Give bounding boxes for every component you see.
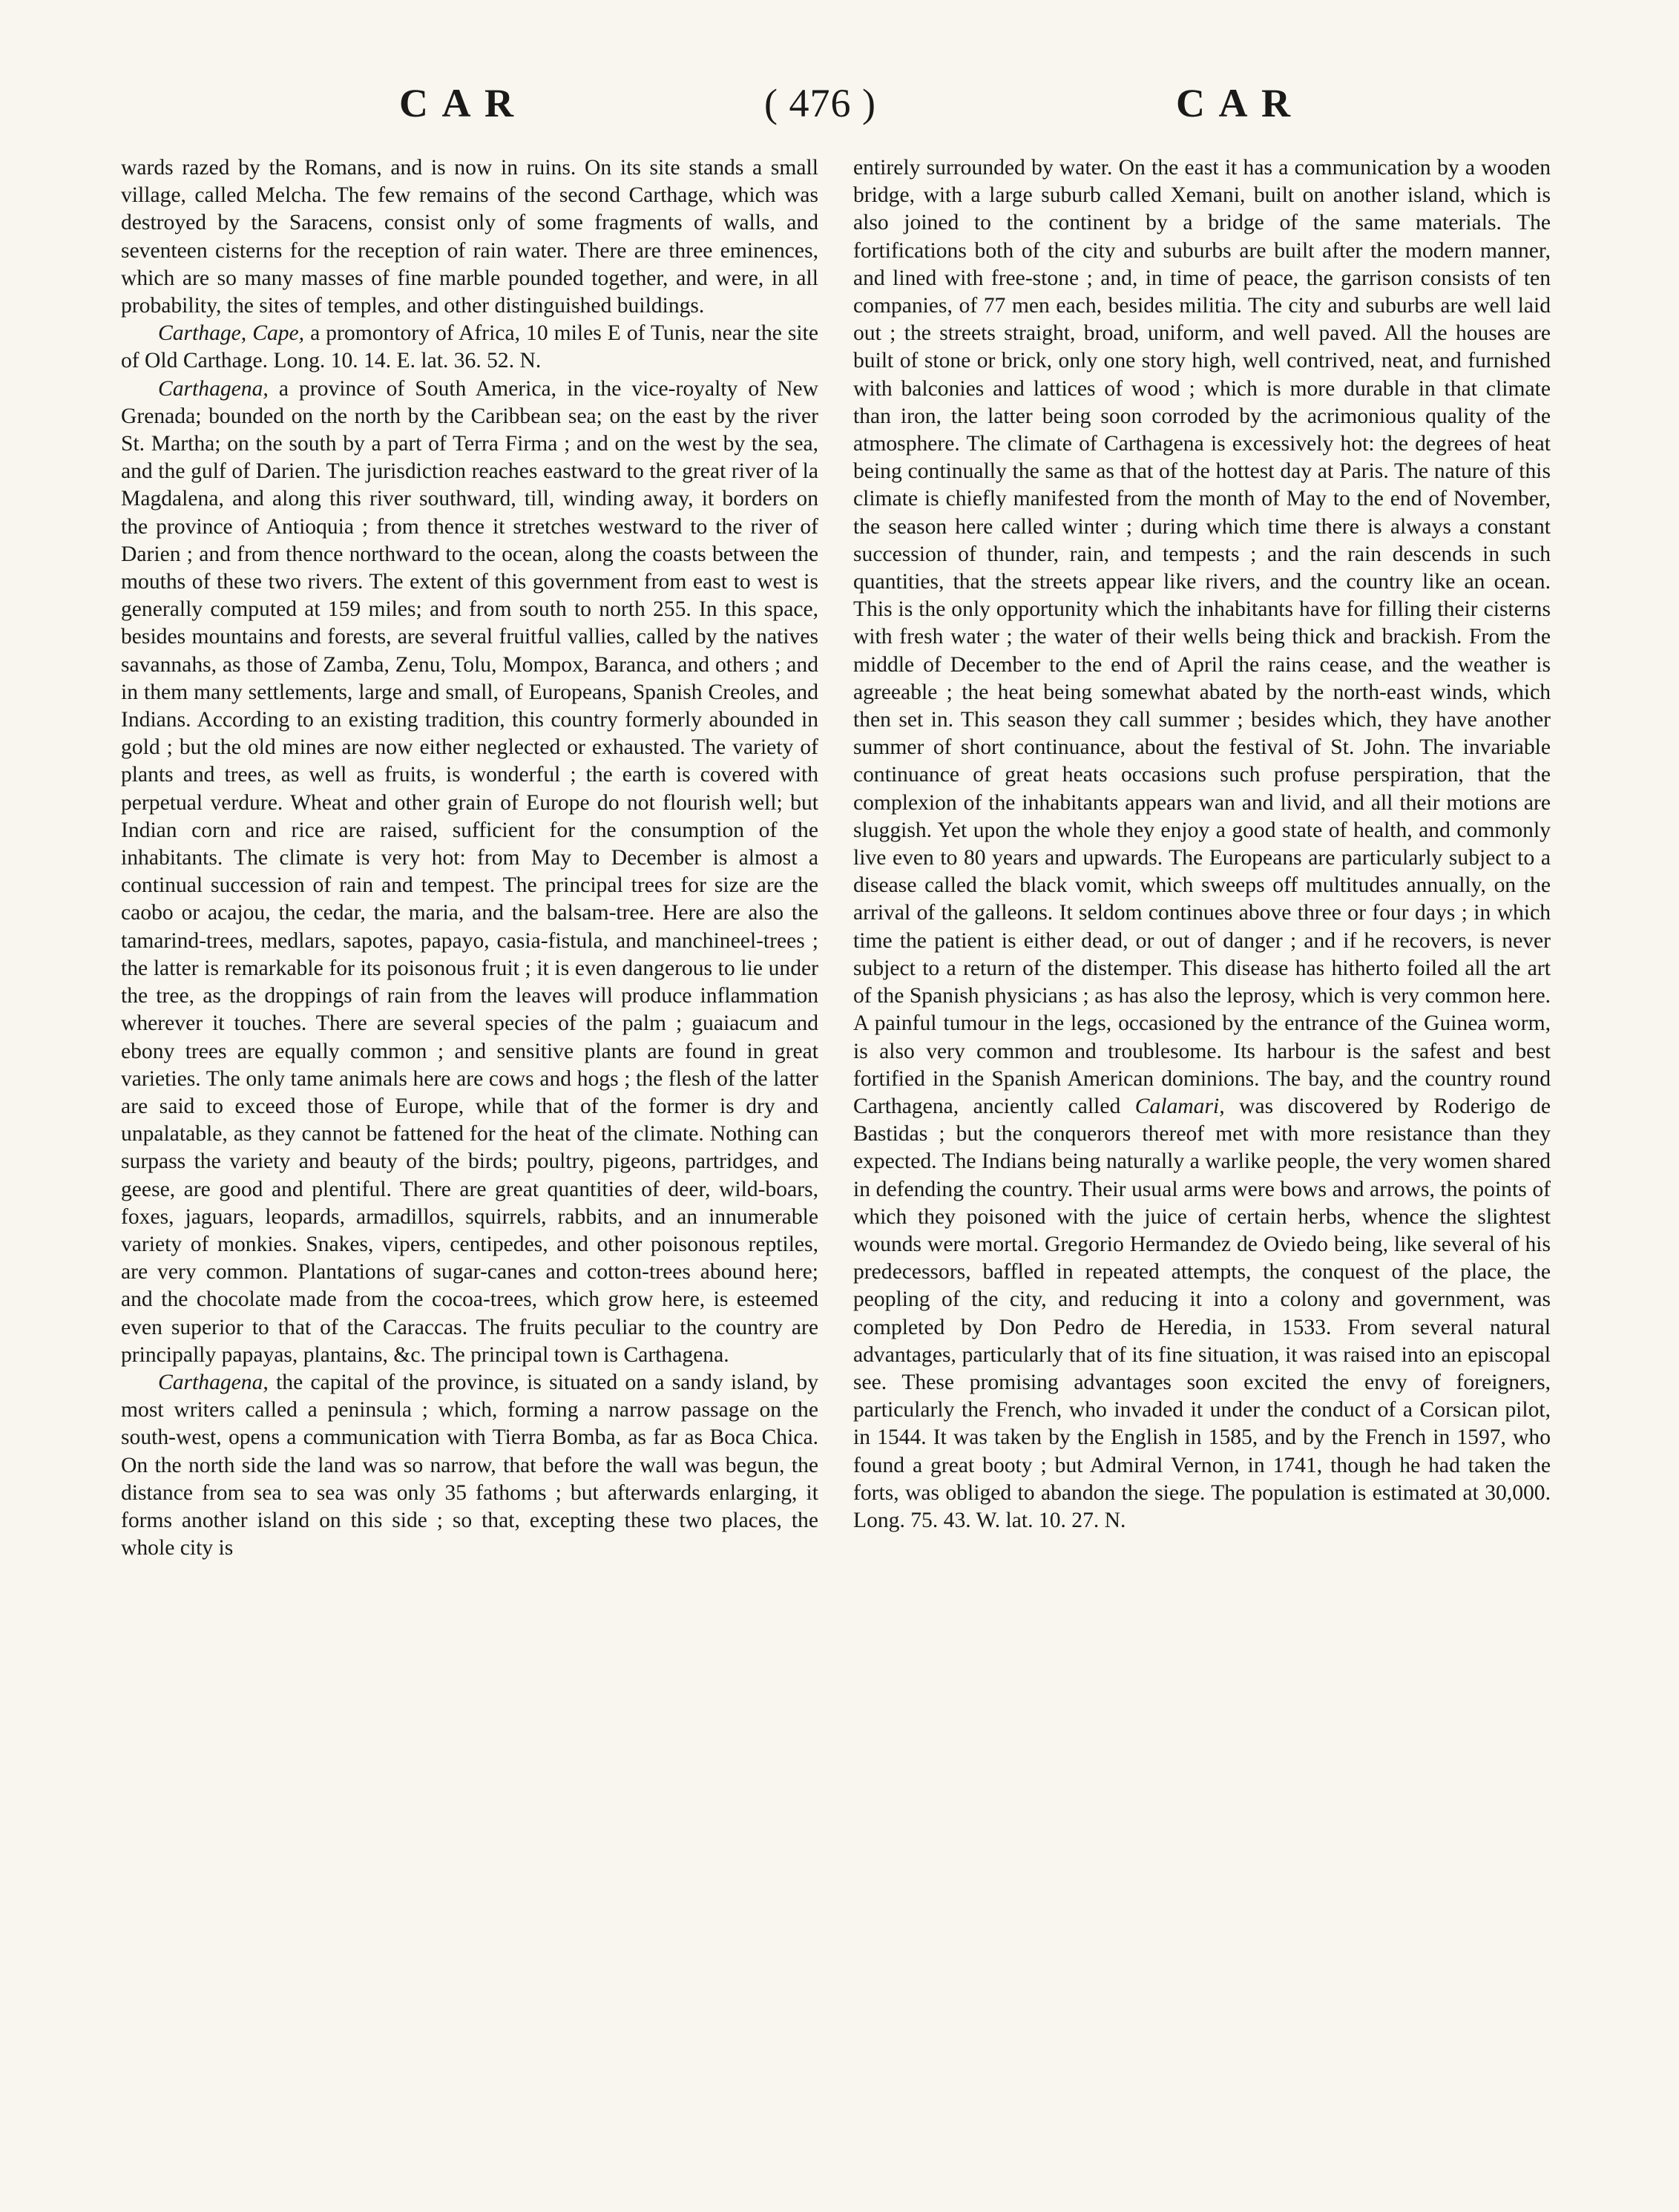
entry-text: a promontory of Africa, 10 miles E of Tunis, near the site of Old Carthage. Long. 10. 14. E. lat. 36. 52. N. — [121, 321, 819, 373]
entry-text: the capital of the province, is situated on a sandy island, by most writers called a peninsula ; which, forming a narrow passage on the south-west, opens a communication with Tierra Bomba, as far as Boca Chica. On the north side the land was so narrow, that before the wall was begun, the distance from sea to sea was only 35 fathoms ; but afterwards enlarging, it forms another island on this side ; so that, excepting these two places, the whole city is — [121, 1370, 818, 1560]
right-column — [853, 154, 1551, 1535]
entry-headword: Carthage, Cape, — [158, 321, 305, 346]
paragraph-continuation: wards razed by the Romans, and is now in ruins. On its site stands a small village, called Melcha. The few remains of the second Carthage, which was destroyed by the Saracens, consist only of some fragments of walls, and seventeen cisterns for the reception of rain water. There are three eminences, which are so many masses of fine marble pounded together, and were, in all probability, the sites of temples, and other distinguished buildings. — [121, 156, 818, 318]
entry-carthagena-capital — [121, 1369, 818, 1562]
paragraph-continuation — [853, 154, 1551, 1535]
entry-text: a province of South America, in the vice-royalty of New Grenada; bounded on the north by the Caribbean sea; on the east by the river St. Martha; on the south by a part of Terra Firma ; and on the west by the sea, and the gulf of Darien. The jurisdiction reaches eastward to the great river of la Magdalena, and along this river southward, till, winding away, it borders on the province of Antioquia ; from thence it stretches westward to the river of Darien ; and from thence northward to the ocean, along the coasts between the mouths of these two rivers. The extent of this government from east to west is generally computed at 159 miles; and from south to north 255. In this space, besides mountains and forests, are several fruitful vallies, called by the natives savannahs, as those of Zamba, Zenu, Tolu, Mompox, Baranca, and others ; and in them many settlements, large and small, of Europeans, Spanish Creoles, and Indians. According to an existing tradition, this country formerly abounded in gold ; but the old mines are now either neglected or exhausted. The variety of plants and trees, as well as fruits, is wonderful ; the earth is covered with perpetual verdure. Wheat and other grain of Europe do not flourish well; but Indian corn and rice are raised, sufficient for the consumption of the inhabitants. The climate is very hot: from May to December is almost a continual succession of rain and tempest. The principal trees for size are the caobo or acajou, the cedar, the maria, and the balsam-tree. Here are also the tamarind-trees, medlars, sapotes, papayo, casia-fistula, and manchineel-trees ; the latter is remarkable for its poisonous fruit ; it is even dangerous to lie under the tree, as the droppings of rain from the leaves will produce inflammation wherever it touches. There are several species of the palm ; guaiacum and ebony trees are equally common ; and sensitive plants are found in great varieties. The only tame animals here are cows and hogs ; the flesh of the latter are said to exceed those of Europe, while that of the former is dry and unpalatable, as they cannot be fattened for the heat of the climate. Nothing can surpass the variety and beauty of the birds; poultry, pigeons, partridges, and geese, are good and plentiful. There are great quantities of deer, wild-boars, foxes, jaguars, leopards, armadillos, squirrels, rabbits, and an innumerable variety of monkies. Snakes, vipers, centipedes, and other poisonous reptiles, are very common. Plantations of sugar-canes and cotton-trees abound here; and the chocolate made from the cocoa-trees, which grow here, is esteemed even superior to that of the Caraccas. The fruits peculiar to the country are principally papayas, plantains, &c. The principal town is Carthagena. — [121, 376, 818, 1367]
entry-headword: Carthagena, — [158, 376, 269, 401]
left-column — [121, 154, 818, 1562]
entry-carthagena-province — [121, 375, 818, 1369]
italic-term: Calamari, — [1134, 1094, 1225, 1118]
paragraph-text: entirely surrounded by water. On the east it has a communication by a wooden bridge, with a large suburb called Xemani, built on another island, which is also joined to the continent by a bridge of the same materials. The fortifications both of the city and suburbs are built after the modern manner, and lined with free-stone ; and, in time of peace, the garrison consists of ten companies, of 77 men each, besides militia. The city and suburbs are well laid out ; the streets straight, broad, uniform, and well paved. All the houses are built of stone or brick, only one story high, well contrived, neat, and furnished with balconies and lattices of wood ; which is more durable in that climate than iron, the latter being soon corroded by the acrimonious quality of the atmosphere. The climate of Carthagena is excessively hot: the degrees of heat being continually the same as that of the hottest day at Paris. The nature of this climate is chiefly manifested from the month of May to the end of November, the season here called winter ; during which time there is always a constant succession of thunder, rain, and tempests ; and the rain descends in such quantities, that the streets appear like rivers, and the country like an ocean. This is the only opportunity which the inhabitants have for filling their cisterns with fresh water ; the water of their wells being thick and brackish. From the middle of December to the end of April the rains cease, and the weather is agreeable ; the heat being somewhat abated by the north-east winds, which then set in. This season they call summer ; besides which, they have another summer of short continuance, about the festival of St. John. The invariable continuance of great heats occasions such profuse perspiration, that the complexion of the inhabitants appears wan and livid, and all their motions are sluggish. Yet upon the whole they enjoy a good state of health, and commonly live even to 80 years and upwards. The Europeans are particularly subject to a disease called the black vomit, which sweeps off multitudes annually, on the arrival of the galleons. It seldom continues above three or four days ; in which time the patient is either dead, or out of danger ; and if he recovers, is never subject to a return of the distemper. This disease has hitherto foiled all the art of the Spanish physicians ; as has also the leprosy, which is very common here. A painful tumour in the legs, occasioned by the entrance of the Guinea worm, is also very common and troublesome. Its harbour is the safest and best fortified in the Spanish American dominions. The bay, and the country round Carthagena, anciently called — [853, 156, 1551, 1118]
running-head — [130, 80, 1577, 140]
entry-carthage-cape — [121, 320, 818, 375]
running-head-right: C A R — [1176, 81, 1294, 125]
entry-headword: Carthagena, — [158, 1370, 269, 1394]
running-head-left: C A R — [399, 81, 517, 125]
page-number: ( 476 ) — [764, 81, 876, 125]
paragraph-text: was discovered by Roderigo de Bastidas ; but the conquerors thereof met with more resistance than they expected. The Indians being naturally a warlike people, the very women shared in defending the country. Their usual arms were bows and arrows, the points of which they poisoned with the juice of certain herbs, whence the slightest wounds were mortal. Gregorio Hermandez de Oviedo being, like several of his predecessors, baffled in repeated attempts, the conquest of the place, the peopling of the city, and reducing it into a colony and government, was completed by Don Pedro de Heredia, in 1533. From several natural advantages, particularly that of its fine situation, it was raised into an episcopal see. These promising advantages soon excited the envy of foreigners, particularly the French, who invaded it under the conduct of a Corsican pilot, in 1544. It was taken by the English in 1585, and by the French in 1597, who found a great booty ; but Admiral Vernon, in 1741, though he had taken the forts, was obliged to abandon the siege. The population is estimated at 30,000. Long. 75. 43. W. lat. 10. 27. N. — [853, 1094, 1551, 1532]
